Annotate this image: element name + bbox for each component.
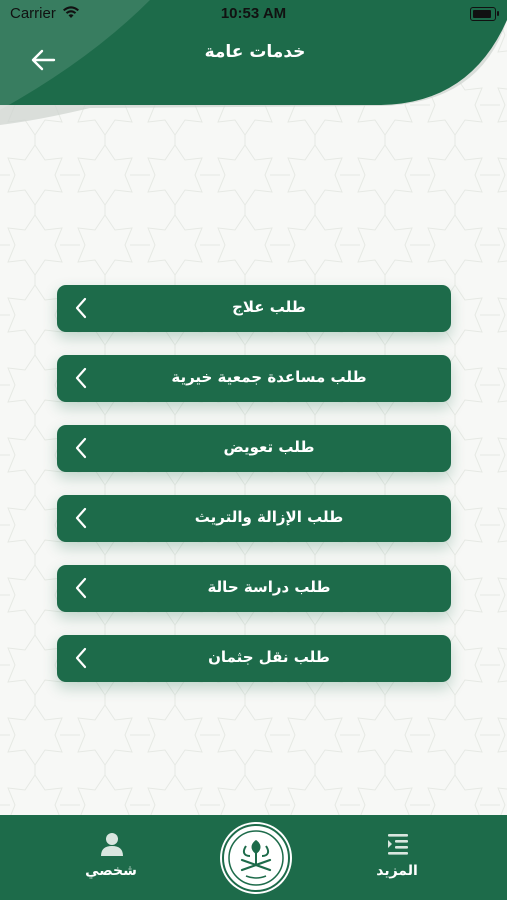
person-icon	[99, 831, 125, 857]
tab-more-label: المزيد	[376, 863, 418, 879]
service-button-compensation[interactable]	[57, 425, 451, 472]
service-button-body-transfer[interactable]	[57, 635, 451, 682]
chevron-left-icon	[73, 507, 89, 529]
chevron-left-icon	[73, 297, 89, 319]
tab-profile[interactable]	[51, 815, 171, 900]
services-list	[57, 285, 451, 705]
service-button-treatment[interactable]	[57, 285, 451, 332]
chevron-left-icon	[73, 647, 89, 669]
back-button[interactable]	[22, 44, 66, 76]
chevron-left-icon	[73, 577, 89, 599]
service-button-charity-aid[interactable]	[57, 355, 451, 402]
service-label: طلب مساعدة جمعية خيرية	[171, 368, 367, 386]
tab-more[interactable]	[337, 815, 457, 900]
service-button-removal[interactable]	[57, 495, 451, 542]
home-emblem-button[interactable]	[222, 824, 290, 892]
battery-icon	[470, 7, 496, 21]
service-label: طلب علاج	[232, 298, 306, 316]
tab-profile-label: شخصي	[85, 863, 137, 879]
menu-list-icon	[385, 831, 411, 857]
battery-tip	[497, 11, 499, 16]
clock: 10:53 AM	[220, 5, 287, 22]
page-title: خدمات عامة	[204, 42, 306, 62]
carrier-label: Carrier	[10, 5, 56, 22]
status-bar	[0, 0, 507, 28]
service-button-case-study[interactable]	[57, 565, 451, 612]
service-label: طلب تعويض	[223, 438, 315, 456]
service-label: طلب الإزالة والتريث	[194, 508, 344, 526]
saudi-emblem-logo	[224, 826, 288, 890]
arrow-left-icon	[22, 44, 66, 76]
service-label: طلب دراسة حالة	[207, 578, 331, 596]
chevron-left-icon	[73, 367, 89, 389]
chevron-left-icon	[73, 437, 89, 459]
service-label: طلب نقل جثمان	[208, 648, 330, 666]
